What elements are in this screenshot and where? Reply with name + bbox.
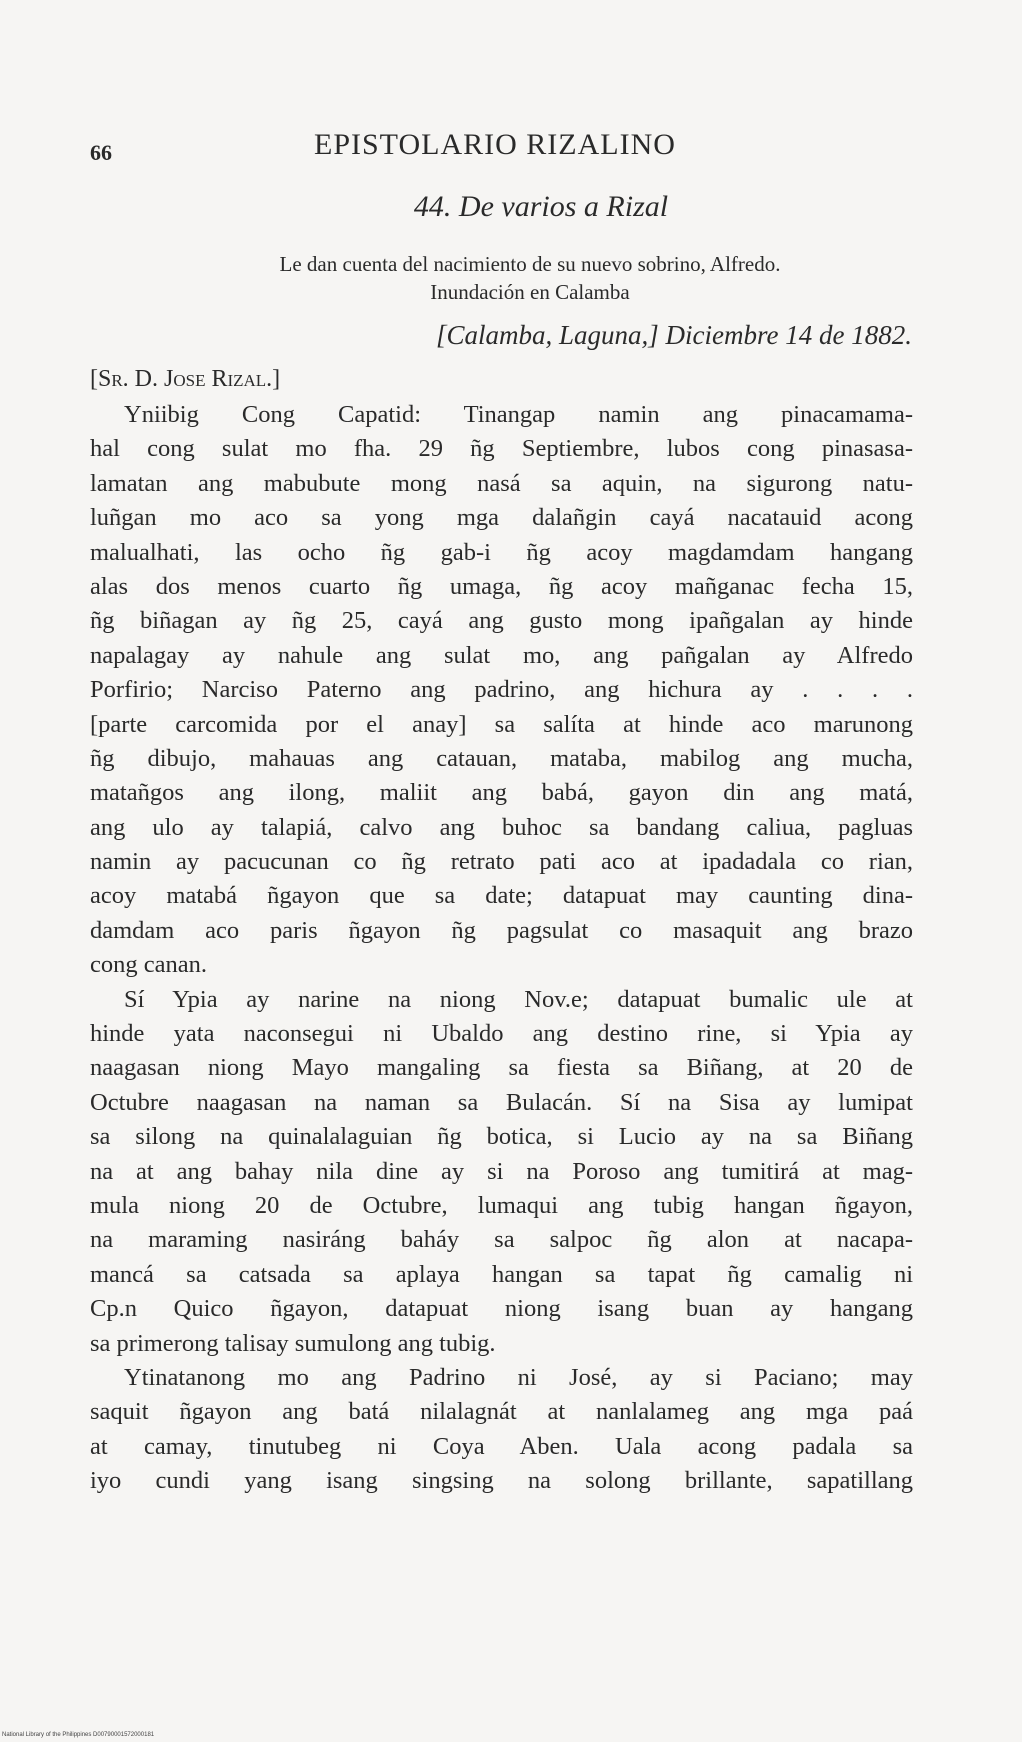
body-line: luñgan mo aco sa yong mga dalañgin cayá nacatauid acong <box>90 504 913 532</box>
body-line: lamatan ang mabubute mong nasá sa aquin, na sigurong natu- <box>90 469 913 497</box>
running-title: EPISTOLARIO RIZALINO <box>314 128 676 161</box>
body-line: acoy matabá ñgayon que sa date; datapuat may caunting dina- <box>90 882 913 910</box>
summary-line: Inundación en Calamba <box>430 280 630 304</box>
body-line: damdam aco paris ñgayon ñg pagsulat co masaquit ang brazo <box>90 916 913 944</box>
page-number: 66 <box>90 140 112 165</box>
body-line: mula niong 20 de Octubre, lumaqui ang tubig hangan ñgayon, <box>90 1191 913 1219</box>
page-header <box>90 128 960 168</box>
body-line: Yniibig Cong Capatid: Tinangap namin ang pinacamama- <box>124 401 913 428</box>
footer-watermark: National Library of the Philippines D00790001572000181 <box>2 1732 155 1738</box>
body-line: hinde yata naconsegui ni Ubaldo ang destino rine, si Ypia ay <box>90 1020 913 1048</box>
body-line: saquit ñgayon ang batá nilalagnát at nanlalameg ang mga paá <box>90 1398 913 1426</box>
body-line: ñg biñagan ay ñg 25, cayá ang gusto mong ipañgalan ay hinde <box>90 607 913 635</box>
body-line: ñg dibujo, mahauas ang catauan, mataba, mabilog ang mucha, <box>90 744 913 772</box>
body-line: Porfirio; Narciso Paterno ang padrino, ang hichura ay . . . . <box>90 676 913 704</box>
body-line: hal cong sulat mo fha. 29 ñg Septiembre, lubos cong pinasasa- <box>90 435 913 463</box>
salutation: [Sr. D. Jose Rizal.] <box>90 366 281 392</box>
body-line: na at ang bahay nila dine ay si na Poroso ang tumitirá at mag- <box>90 1157 913 1185</box>
body-line: iyo cundi yang isang singsing na solong brillante, sapatillang <box>90 1467 913 1495</box>
body-line: alas dos menos cuarto ñg umaga, ñg acoy mañganac fecha 15, <box>90 572 913 600</box>
body-line: sa silong na quinalalaguian ñg botica, si Lucio ay na sa Biñang <box>90 1123 913 1151</box>
body-line: ang ulo ay talapiá, calvo ang buhoc sa bandang caliua, pagluas <box>90 813 913 841</box>
body-line: napalagay ay nahule ang sulat mo, ang pañgalan ay Alfredo <box>90 641 913 669</box>
body-line: naagasan niong Mayo mangaling sa fiesta sa Biñang, at 20 de <box>90 1054 913 1082</box>
summary-line: Le dan cuenta del nacimiento de su nuevo sobrino, Alfredo. <box>279 252 781 276</box>
body-line: Octubre naagasan na naman sa Bulacán. Sí na Sisa ay lumipat <box>90 1088 913 1116</box>
body-line: namin ay pacucunan co ñg retrato pati aco at ipadadala co rian, <box>90 848 913 876</box>
letter-title: 44. De varios a Rizal <box>413 190 669 223</box>
body-line: Ytinatanong mo ang Padrino ni José, ay si Paciano; may <box>124 1363 913 1391</box>
body-line: na maraming nasiráng baháy sa salpoc ñg alon at nacapa- <box>90 1226 913 1254</box>
body-line: Sí Ypia ay narine na niong Nov.e; datapuat bumalic ule at <box>124 985 913 1013</box>
body-line: Cp.n Quico ñgayon, datapuat niong isang buan ay hangang <box>90 1295 913 1323</box>
body-line: sa primerong talisay sumulong ang tubig. <box>90 1329 496 1357</box>
body-line: malualhati, las ocho ñg gab-i ñg acoy magdamdam hangang <box>90 538 913 566</box>
body-line: cong canan. <box>90 951 207 979</box>
body-line: at camay, tinutubeg ni Coya Aben. Uala acong padala sa <box>90 1432 913 1460</box>
body-line: [parte carcomida por el anay] sa salíta at hinde aco marunong <box>90 710 913 738</box>
letter-body <box>90 398 913 1499</box>
dateline: [Calamba, Laguna,] Diciembre 14 de 1882. <box>436 320 912 350</box>
letter-summary <box>150 250 910 306</box>
body-line: matañgos ang ilong, maliit ang babá, gayon din ang matá, <box>90 779 913 807</box>
body-line: mancá sa catsada sa aplaya hangan sa tapat ñg camalig ni <box>90 1260 913 1288</box>
